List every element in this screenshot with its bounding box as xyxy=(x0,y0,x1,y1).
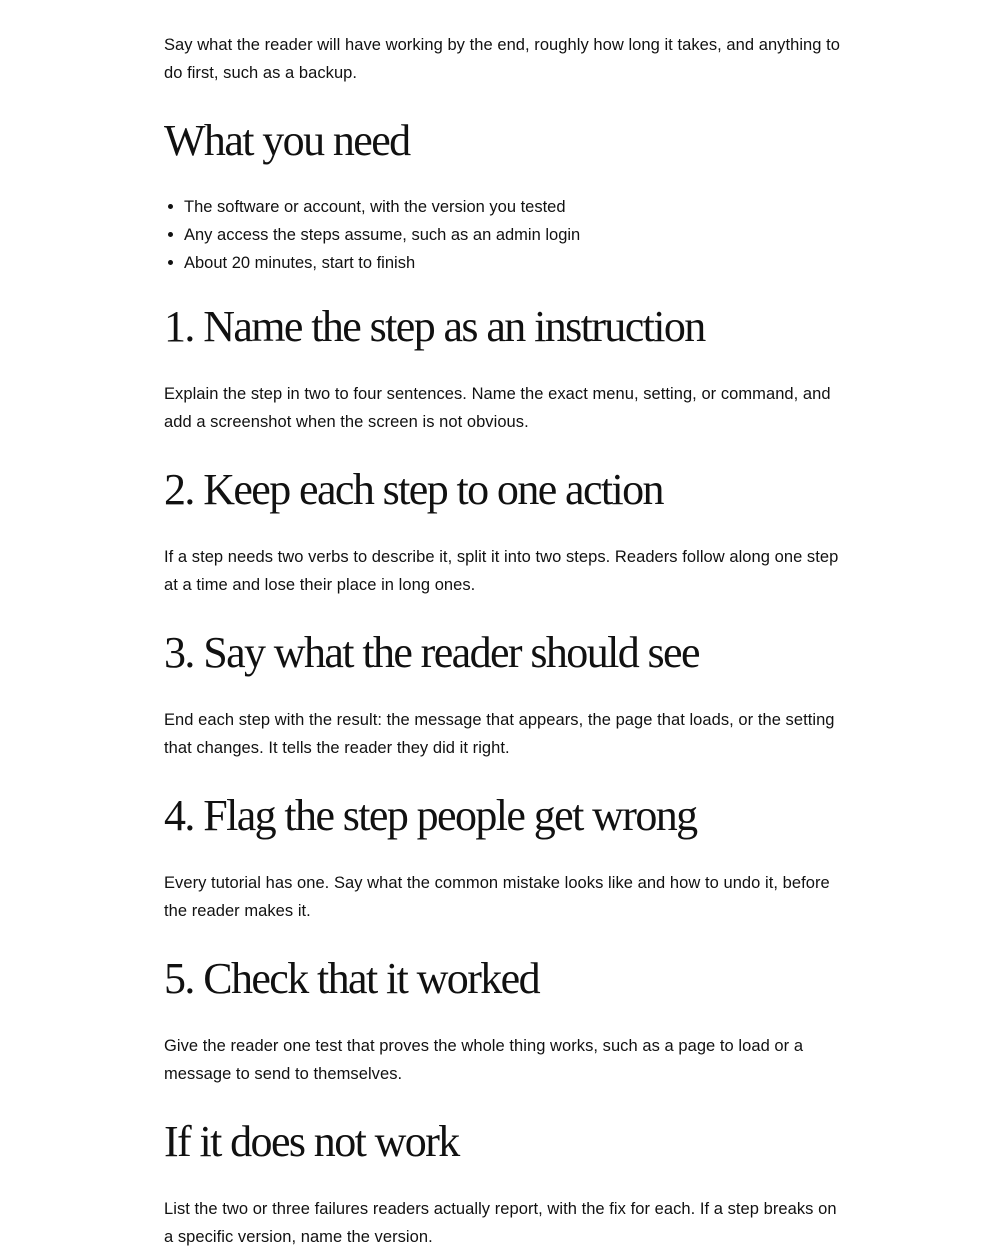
step-3-section xyxy=(164,623,844,762)
requirement-item xyxy=(164,221,844,249)
requirements-list xyxy=(164,193,844,277)
step-4-heading: 4. Flag the step people get wrong xyxy=(164,791,697,840)
bullet-icon xyxy=(168,260,173,265)
requirement-item xyxy=(164,249,844,277)
step-5-section xyxy=(164,949,844,1088)
troubleshooting-body: List the two or three failures readers actually report, with the fix for each. If a step breaks on a specific version, name the version. xyxy=(164,1200,837,1246)
intro-paragraph: Say what the reader will have working by the end, roughly how long it takes, and anything to do first, such as a backup. xyxy=(164,36,840,82)
step-2-body: If a step needs two verbs to describe it, split it into two steps. Readers follow along one step at a time and lose their place in long ones. xyxy=(164,548,839,594)
step-4-body: Every tutorial has one. Say what the common mistake looks like and how to undo it, before the reader makes it. xyxy=(164,874,830,920)
step-1-body: Explain the step in two to four sentences. Name the exact menu, setting, or command, and add a screenshot when the screen is not obvious. xyxy=(164,385,831,431)
step-2-section xyxy=(164,460,844,599)
step-4-section xyxy=(164,786,844,925)
step-1-heading: 1. Name the step as an instruction xyxy=(164,302,705,351)
step-5-heading: 5. Check that it worked xyxy=(164,954,539,1003)
step-1-section xyxy=(164,297,844,436)
step-3-body: End each step with the result: the message that appears, the page that loads, or the setting that changes. It tells the reader they did it right. xyxy=(164,711,835,757)
troubleshooting-heading: If it does not work xyxy=(164,1117,459,1166)
step-3-heading: 3. Say what the reader should see xyxy=(164,628,699,677)
requirement-item xyxy=(164,193,844,221)
step-5-body: Give the reader one test that proves the whole thing works, such as a page to load or a message to send to themselves. xyxy=(164,1037,804,1083)
article xyxy=(164,0,844,1251)
requirement-text: The software or account, with the version you tested xyxy=(184,198,566,216)
requirement-text: Any access the steps assume, such as an admin login xyxy=(184,226,581,244)
bullet-icon xyxy=(168,232,173,237)
step-2-heading: 2. Keep each step to one action xyxy=(164,465,663,514)
troubleshooting-section xyxy=(164,1112,844,1251)
bullet-icon xyxy=(168,204,173,209)
requirements-heading: What you need xyxy=(164,116,410,165)
requirement-text: About 20 minutes, start to finish xyxy=(184,254,416,272)
